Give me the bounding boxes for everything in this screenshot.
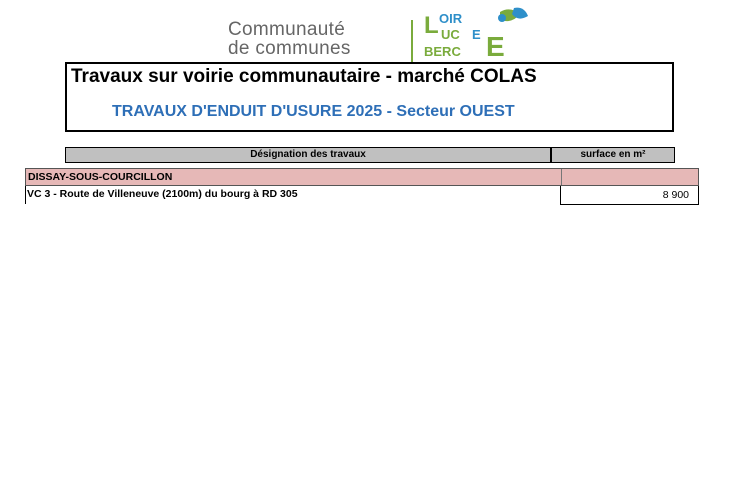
logo-line-1: Communauté: [228, 19, 346, 40]
logo-line-2: de communes: [228, 38, 351, 59]
row-surface: 8 900: [662, 189, 689, 201]
logo: [228, 6, 538, 60]
column-header-designation: Désignation des travaux: [65, 147, 551, 163]
section-row: [25, 168, 699, 186]
title-box: [65, 62, 674, 132]
logo-separator: [411, 20, 413, 64]
logo-brand-uc: UC: [441, 27, 460, 42]
column-header-surface: surface en m²: [551, 147, 675, 163]
svg-text:E: E: [472, 27, 481, 42]
row-column-divider: [560, 186, 561, 204]
logo-brand-berc: BERC: [424, 44, 461, 59]
logo-brand-oir: OIR: [439, 11, 463, 26]
row-right-border: [698, 186, 699, 204]
logo-brand-e: E: [486, 31, 505, 62]
row-designation: VC 3 - Route de Villeneuve (2100m) du bourg à RD 305: [27, 188, 298, 200]
page-subtitle: TRAVAUX D'ENDUIT D'USURE 2025 - Secteur OUEST: [112, 103, 515, 120]
svg-text:L: L: [424, 12, 439, 39]
loir-luce-berce-logo-mark: [422, 6, 542, 62]
section-label: DISSAY-SOUS-COURCILLON: [28, 171, 173, 183]
page-title: Travaux sur voirie communautaire - marché COLAS: [71, 66, 537, 87]
row-left-border: [25, 186, 26, 204]
row-bottom-border: [560, 204, 699, 205]
logo-text: [228, 20, 351, 58]
section-divider: [561, 169, 562, 185]
table-row: [25, 186, 699, 204]
map-pin-icon: [498, 14, 506, 22]
